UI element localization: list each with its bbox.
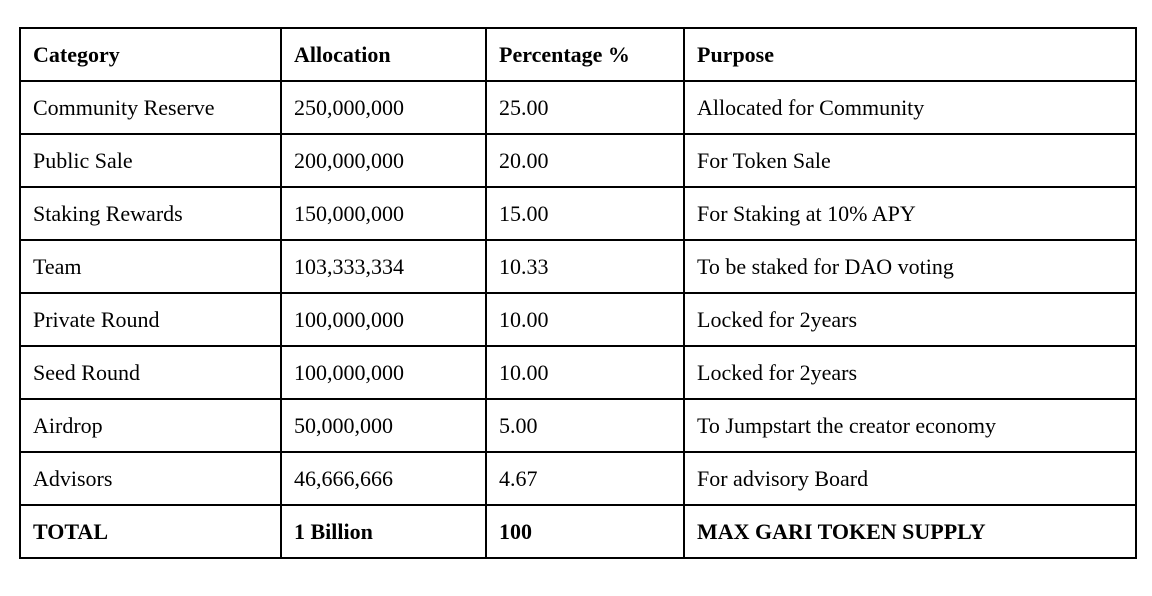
table-row	[20, 293, 1136, 346]
cell-category: Public Sale	[20, 134, 281, 187]
header-allocation: Allocation	[281, 28, 486, 81]
cell-purpose: To Jumpstart the creator economy	[684, 399, 1136, 452]
table-row	[20, 452, 1136, 505]
cell-allocation: 100,000,000	[281, 293, 486, 346]
total-purpose: MAX GARI TOKEN SUPPLY	[684, 505, 1136, 558]
cell-purpose: For advisory Board	[684, 452, 1136, 505]
header-percentage: Percentage %	[486, 28, 684, 81]
cell-percentage: 10.33	[486, 240, 684, 293]
cell-purpose: Allocated for Community	[684, 81, 1136, 134]
cell-allocation: 103,333,334	[281, 240, 486, 293]
table-row	[20, 187, 1136, 240]
cell-percentage: 15.00	[486, 187, 684, 240]
cell-category: Advisors	[20, 452, 281, 505]
cell-category: Community Reserve	[20, 81, 281, 134]
cell-percentage: 10.00	[486, 346, 684, 399]
table-row	[20, 346, 1136, 399]
cell-category: Seed Round	[20, 346, 281, 399]
cell-allocation: 50,000,000	[281, 399, 486, 452]
table-total-row	[20, 505, 1136, 558]
cell-percentage: 10.00	[486, 293, 684, 346]
cell-percentage: 4.67	[486, 452, 684, 505]
cell-percentage: 5.00	[486, 399, 684, 452]
cell-allocation: 150,000,000	[281, 187, 486, 240]
cell-category: Staking Rewards	[20, 187, 281, 240]
total-percentage: 100	[486, 505, 684, 558]
cell-category: Private Round	[20, 293, 281, 346]
cell-purpose: Locked for 2years	[684, 346, 1136, 399]
cell-percentage: 20.00	[486, 134, 684, 187]
total-label: TOTAL	[20, 505, 281, 558]
table-row	[20, 240, 1136, 293]
cell-category: Team	[20, 240, 281, 293]
cell-allocation: 250,000,000	[281, 81, 486, 134]
header-category: Category	[20, 28, 281, 81]
cell-allocation: 100,000,000	[281, 346, 486, 399]
table-row	[20, 134, 1136, 187]
token-allocation-table	[19, 27, 1137, 559]
header-purpose: Purpose	[684, 28, 1136, 81]
cell-purpose: Locked for 2years	[684, 293, 1136, 346]
table-header-row	[20, 28, 1136, 81]
cell-purpose: For Staking at 10% APY	[684, 187, 1136, 240]
cell-purpose: For Token Sale	[684, 134, 1136, 187]
total-allocation: 1 Billion	[281, 505, 486, 558]
cell-category: Airdrop	[20, 399, 281, 452]
cell-purpose: To be staked for DAO voting	[684, 240, 1136, 293]
cell-allocation: 46,666,666	[281, 452, 486, 505]
table-row	[20, 399, 1136, 452]
cell-percentage: 25.00	[486, 81, 684, 134]
cell-allocation: 200,000,000	[281, 134, 486, 187]
table-row	[20, 81, 1136, 134]
